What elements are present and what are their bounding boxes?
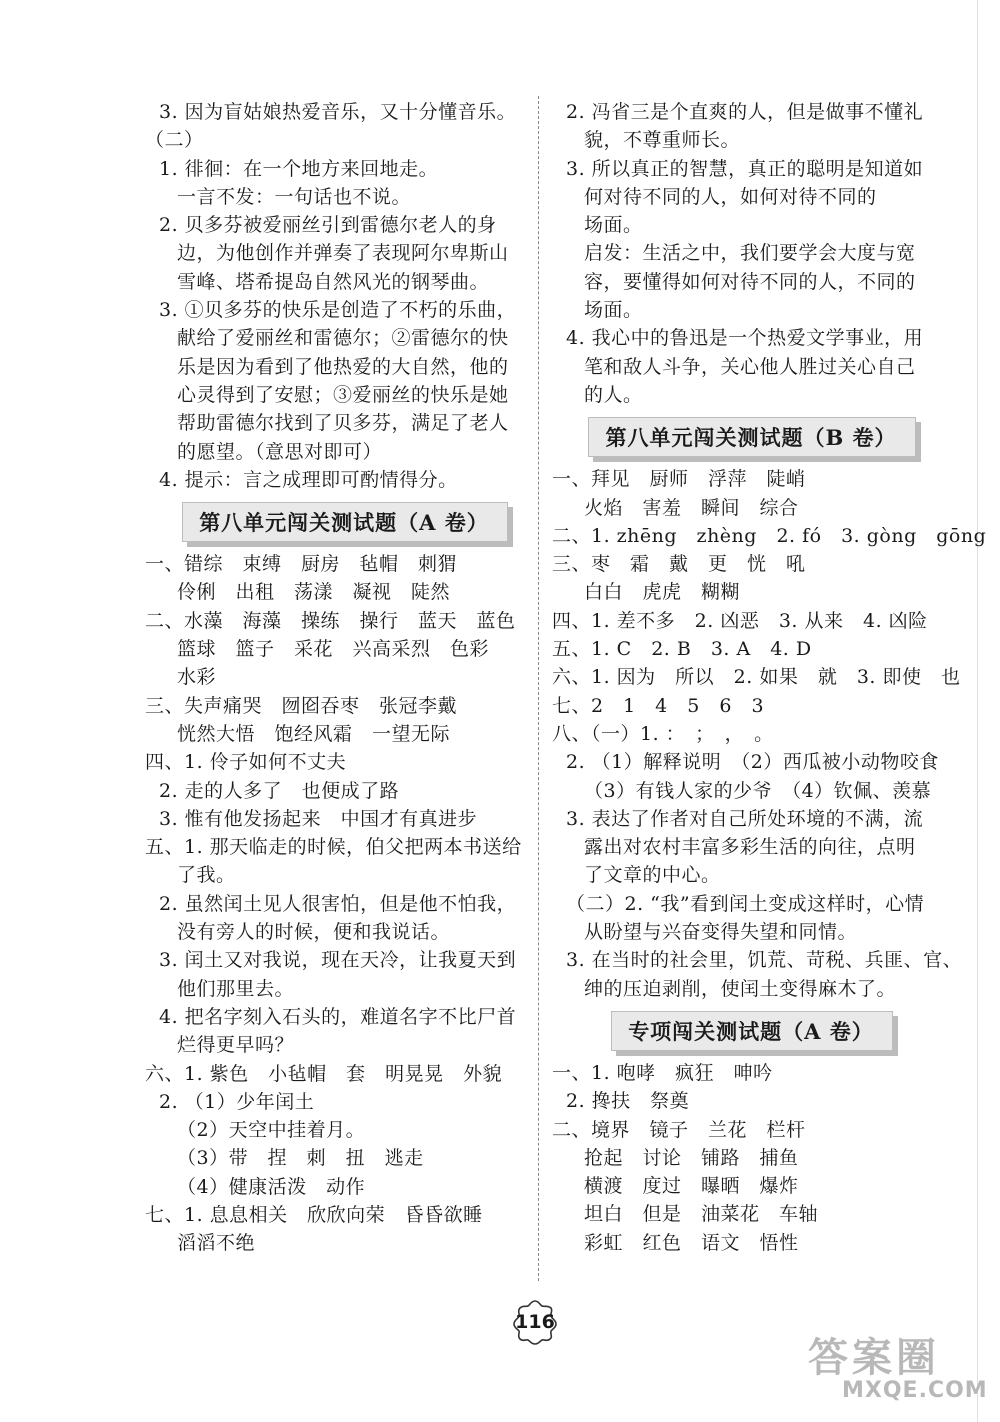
answer-line: 一、错综 束缚 厨房 毡帽 刺猬 <box>145 553 458 576</box>
answer-line: （3）有钱人家的少爷 （4）钦佩、羡慕 <box>584 779 932 802</box>
answer-line: 的人。 <box>584 383 643 406</box>
answer-line: 3. 惟有他发扬起来 中国才有真进步 <box>159 807 478 830</box>
answer-line: 四、1. 伶子如何不丈夫 <box>145 751 347 774</box>
answer-line: 露出对农村丰富多彩生活的向往，点明 <box>584 836 916 859</box>
answer-line: 2. 贝多芬被爱丽丝引到雷德尔老人的身 <box>159 214 497 237</box>
answer-line: 了文章的中心。 <box>584 864 721 887</box>
answer-line: 3. 所以真正的智慧，真正的聪明是知道如 <box>566 157 924 180</box>
answer-line: 恍然大悟 饱经风霜 一望无际 <box>177 722 451 745</box>
answer-line: 4. 提示：言之成理即可酌情得分。 <box>159 468 458 491</box>
answer-line: 2. （1）解释说明 （2）西瓜被小动物咬食 <box>566 751 939 774</box>
section-heading-wrap <box>552 409 952 465</box>
answer-line: 4. 把名字刻入石头的，难道名字不比尸首 <box>159 1005 517 1028</box>
answer-line: 3. ①贝多芬的快乐是创造了不朽的乐曲， <box>159 299 517 322</box>
answer-line: 3. 闰土又对我说，现在天冷，让我夏天到 <box>159 949 517 972</box>
answer-line: 场面。 <box>584 214 643 237</box>
page-number <box>511 1298 559 1346</box>
answer-line: 容，要懂得如何对待不同的人，不同的 <box>584 270 916 293</box>
section-heading-wrap <box>552 1003 952 1059</box>
answer-line: 场面。 <box>584 299 643 322</box>
answer-line: 3. 在当时的社会里，饥荒、苛税、兵匪、官、 <box>566 949 963 972</box>
answer-line: 边，为他创作并弹奏了表现阿尔卑斯山 <box>177 242 509 265</box>
answer-line: 一、1. 咆哮 疯狂 呻吟 <box>552 1061 773 1084</box>
answer-line: 火焰 害羞 瞬间 综合 <box>584 496 799 519</box>
answer-line: 启发：生活之中，我们要学会大度与宽 <box>584 242 916 265</box>
answer-line: 4. 我心中的鲁迅是一个热爱文学事业，用 <box>566 327 924 350</box>
answer-line: 彩虹 红色 语文 悟性 <box>584 1231 799 1254</box>
answer-line: 的愿望。（意思对即可） <box>177 440 383 463</box>
answer-line: 抢起 讨论 铺路 捕鱼 <box>584 1146 799 1169</box>
section-heading: 第八单元闯关测试题（A 卷） <box>182 502 508 542</box>
answer-line: 心灵得到了安慰；③爱丽丝的快乐是她 <box>177 383 509 406</box>
answer-line: 笔和敌人斗争，关心他人胜过关心自己 <box>584 355 916 378</box>
answer-line: 滔滔不绝 <box>177 1232 256 1255</box>
answer-line: 绅的压迫剥削，使闰土变得麻木了。 <box>584 977 897 1000</box>
answer-line: 烂得更早吗？ <box>177 1034 295 1057</box>
answer-line: 从盼望与兴奋变得失望和同情。 <box>584 921 858 944</box>
answer-line: （二） <box>145 129 204 152</box>
answer-line: 2. （1）少年闰土 <box>159 1090 315 1113</box>
answer-line: （4）健康活泼 动作 <box>177 1175 366 1198</box>
answer-line: 篮球 篮子 采花 兴高采烈 色彩 <box>177 638 490 661</box>
answer-line: 3. 表达了作者对自己所处环境的不满，流 <box>566 807 924 830</box>
answer-line: 坦白 但是 油菜花 车轴 <box>584 1203 819 1226</box>
answer-line: 三、枣 霜 戴 更 恍 吼 <box>552 553 806 576</box>
section-heading: 第八单元闯关测试题（B 卷） <box>588 417 915 457</box>
answer-line: 四、1. 差不多 2. 凶恶 3. 从来 4. 凶险 <box>552 609 928 632</box>
answer-line: 貌，不尊重师长。 <box>584 129 741 152</box>
answer-line: （二）2. “我”看到闰土变成这样时，心情 <box>566 892 925 915</box>
answer-line: 2. 搀扶 祭奠 <box>566 1090 690 1113</box>
answer-line: 六、1. 紫色 小毡帽 套 明晃晃 外貌 <box>145 1062 503 1085</box>
watermark-logo <box>798 1326 988 1406</box>
answer-line: 献给了爱丽丝和雷德尔；②雷德尔的快 <box>177 327 509 350</box>
answer-line: 二、水藻 海藻 操练 操行 蓝天 蓝色 <box>145 609 516 632</box>
answer-line: 了我。 <box>177 864 236 887</box>
left-column <box>145 98 545 1258</box>
answer-line: 白白 虎虎 糊糊 <box>584 581 741 604</box>
answer-line: 五、1. 那天临走的时候，伯父把两本书送给 <box>145 836 522 859</box>
right-column <box>552 98 987 1257</box>
answer-line: 伶俐 出租 荡漾 凝视 陡然 <box>177 581 451 604</box>
answer-line: 一、拜见 厨师 浮萍 陡峭 <box>552 468 806 491</box>
watermark-top: 答案圈 <box>808 1335 940 1381</box>
page-number-text: 116 <box>515 1311 555 1333</box>
answer-line: 帮助雷德尔找到了贝多芬，满足了老人 <box>177 412 509 435</box>
section-heading-wrap <box>145 494 545 550</box>
answer-line: 二、1. zhēng zhèng 2. fó 3. gòng gōng <box>552 524 987 547</box>
answer-line: 他们那里去。 <box>177 977 295 1000</box>
answer-line: 横渡 度过 曝晒 爆炸 <box>584 1175 799 1198</box>
answer-line: 二、境界 镜子 兰花 栏杆 <box>552 1118 806 1141</box>
answer-line: 1. 徘徊：在一个地方来回地走。 <box>159 157 439 180</box>
answer-line: 八、（一）1. ： ； ， 。 <box>552 722 774 745</box>
answer-line: 七、2 1 4 5 6 3 <box>552 694 765 717</box>
answer-line: 一言不发：一句话也不说。 <box>177 185 412 208</box>
answer-line: 何对待不同的人，如何对待不同的 <box>584 185 877 208</box>
answer-line: 2. 虽然闰土见人很害怕，但是他不怕我， <box>159 892 517 915</box>
answer-line: 2. 冯省三是个直爽的人，但是做事不懂礼 <box>566 101 924 123</box>
section-heading: 专项闯关测试题（A 卷） <box>611 1011 893 1051</box>
answer-line: （2）天空中挂着月。 <box>177 1119 366 1142</box>
answer-line: 乐是因为看到了他热爱的大自然，他的 <box>177 355 509 378</box>
answer-line: （3）带 捏 刺 扭 逃走 <box>177 1147 424 1170</box>
answer-line: 七、1. 息息相关 欣欣向荣 昏昏欲睡 <box>145 1203 483 1226</box>
answer-line: 六、1. 因为 所以 2. 如果 就 3. 即使 也 <box>552 666 961 689</box>
answer-line: 雪峰、塔希提岛自然风光的钢琴曲。 <box>177 270 490 293</box>
answer-line: 水彩 <box>177 666 217 689</box>
page-edge <box>977 0 978 1422</box>
answer-line: 三、失声痛哭 囫囵吞枣 张冠李戴 <box>145 694 458 717</box>
answer-line: 没有旁人的时候，便和我说话。 <box>177 921 451 944</box>
answer-line: 五、1. C 2. B 3. A 4. D <box>552 638 812 661</box>
answer-line: 2. 走的人多了 也便成了路 <box>159 779 400 802</box>
answer-line: 3. 因为盲姑娘热爱音乐，又十分懂音乐。 <box>159 101 517 123</box>
watermark-bottom: MXQE.COM <box>842 1378 988 1403</box>
